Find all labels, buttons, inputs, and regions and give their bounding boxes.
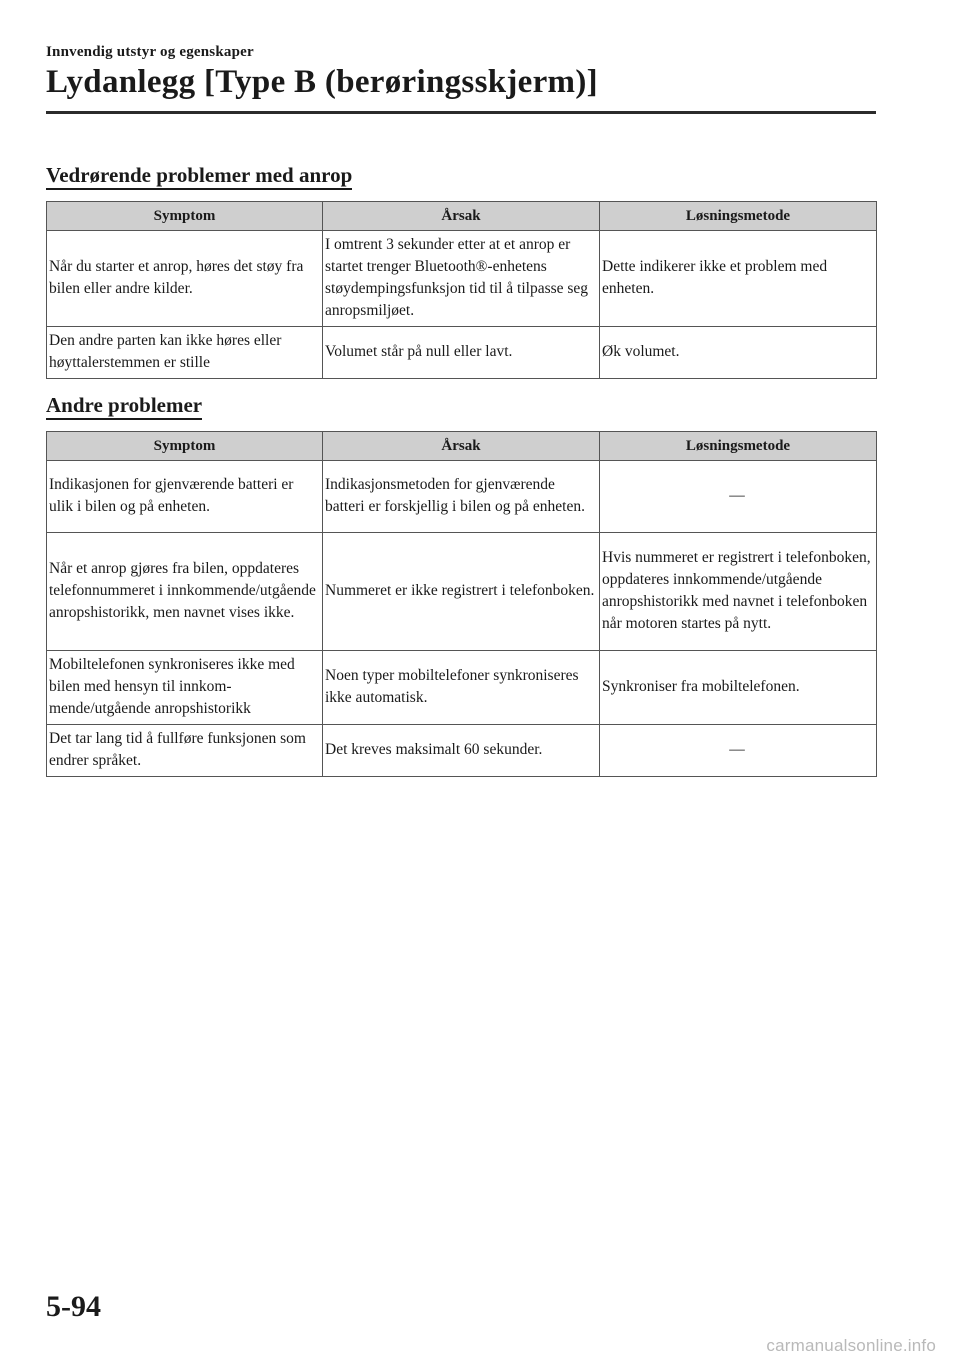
page-number: 5-94 xyxy=(46,1290,101,1323)
cause-cell: I omtrent 3 sekunder etter at et anrop er startet trenger Bluetooth®-enhetens støydempingsfunksjon tid til å tilpasse seg anropsmiljøet. xyxy=(323,231,600,327)
solution-cell: Øk volumet. xyxy=(600,327,877,379)
cause-cell: Noen typer mobiltelefoner synkroniseres ikke automatisk. xyxy=(323,651,600,725)
table-row xyxy=(47,231,877,327)
column-header-solution: Løsningsmetode xyxy=(600,432,877,461)
column-header-cause: Årsak xyxy=(323,432,600,461)
symptom-cell: Indikasjonen for gjenværende batteri er ulik i bilen og på enheten. xyxy=(47,461,323,533)
column-header-symptom: Symptom xyxy=(47,202,323,231)
solution-cell: Hvis nummeret er registrert i telefonboken, oppdateres innkommende/utgående anropshistorikk med navnet i telefonboken når motoren startes på nytt. xyxy=(600,533,877,651)
cause-cell: Indikasjonsmetoden for gjenværende batteri er forskjellig i bilen og på enheten. xyxy=(323,461,600,533)
call-problems-table xyxy=(46,201,877,379)
table-row xyxy=(47,533,877,651)
table-row xyxy=(47,327,877,379)
column-header-cause: Årsak xyxy=(323,202,600,231)
column-header-symptom: Symptom xyxy=(47,432,323,461)
cause-cell: Det kreves maksimalt 60 sekunder. xyxy=(323,725,600,777)
other-problems-table xyxy=(46,431,877,777)
symptom-cell: Mobiltelefonen synkroniseres ikke med bilen med hensyn til innkommende/utgående anropshistorikk xyxy=(47,651,323,725)
chapter-label: Innvendig utstyr og egenskaper xyxy=(46,44,254,60)
section-heading-call-problems: Vedrørende problemer med anrop xyxy=(46,163,352,190)
page-title: Lydanlegg [Type B (berøringsskjerm)] xyxy=(46,64,598,100)
cause-cell: Volumet står på null eller lavt. xyxy=(323,327,600,379)
table-row xyxy=(47,461,877,533)
solution-cell: Synkroniser fra mobiltelefonen. xyxy=(600,651,877,725)
solution-cell: Dette indikerer ikke et problem med enheten. xyxy=(600,231,877,327)
section-heading-other-problems: Andre problemer xyxy=(46,393,202,420)
table-header-row xyxy=(47,202,877,231)
symptom-cell: Når et anrop gjøres fra bilen, oppdateres telefonnummeret i innkommende/utgående anropshistorikk, men navnet vises ikke. xyxy=(47,533,323,651)
watermark: carmanualsonline.info xyxy=(766,1336,936,1355)
solution-cell: ― xyxy=(600,725,877,777)
cause-cell: Nummeret er ikke registrert i telefonboken. xyxy=(323,533,600,651)
symptom-cell: Når du starter et anrop, høres det støy fra bilen eller andre kilder. xyxy=(47,231,323,327)
table-row xyxy=(47,725,877,777)
symptom-cell: Den andre parten kan ikke høres eller høyttalerstemmen er stille xyxy=(47,327,323,379)
table-row xyxy=(47,651,877,725)
solution-cell: ― xyxy=(600,461,877,533)
table-header-row xyxy=(47,432,877,461)
symptom-cell: Det tar lang tid å fullføre funksjonen som endrer språket. xyxy=(47,725,323,777)
column-header-solution: Løsningsmetode xyxy=(600,202,877,231)
header-divider xyxy=(46,111,876,114)
